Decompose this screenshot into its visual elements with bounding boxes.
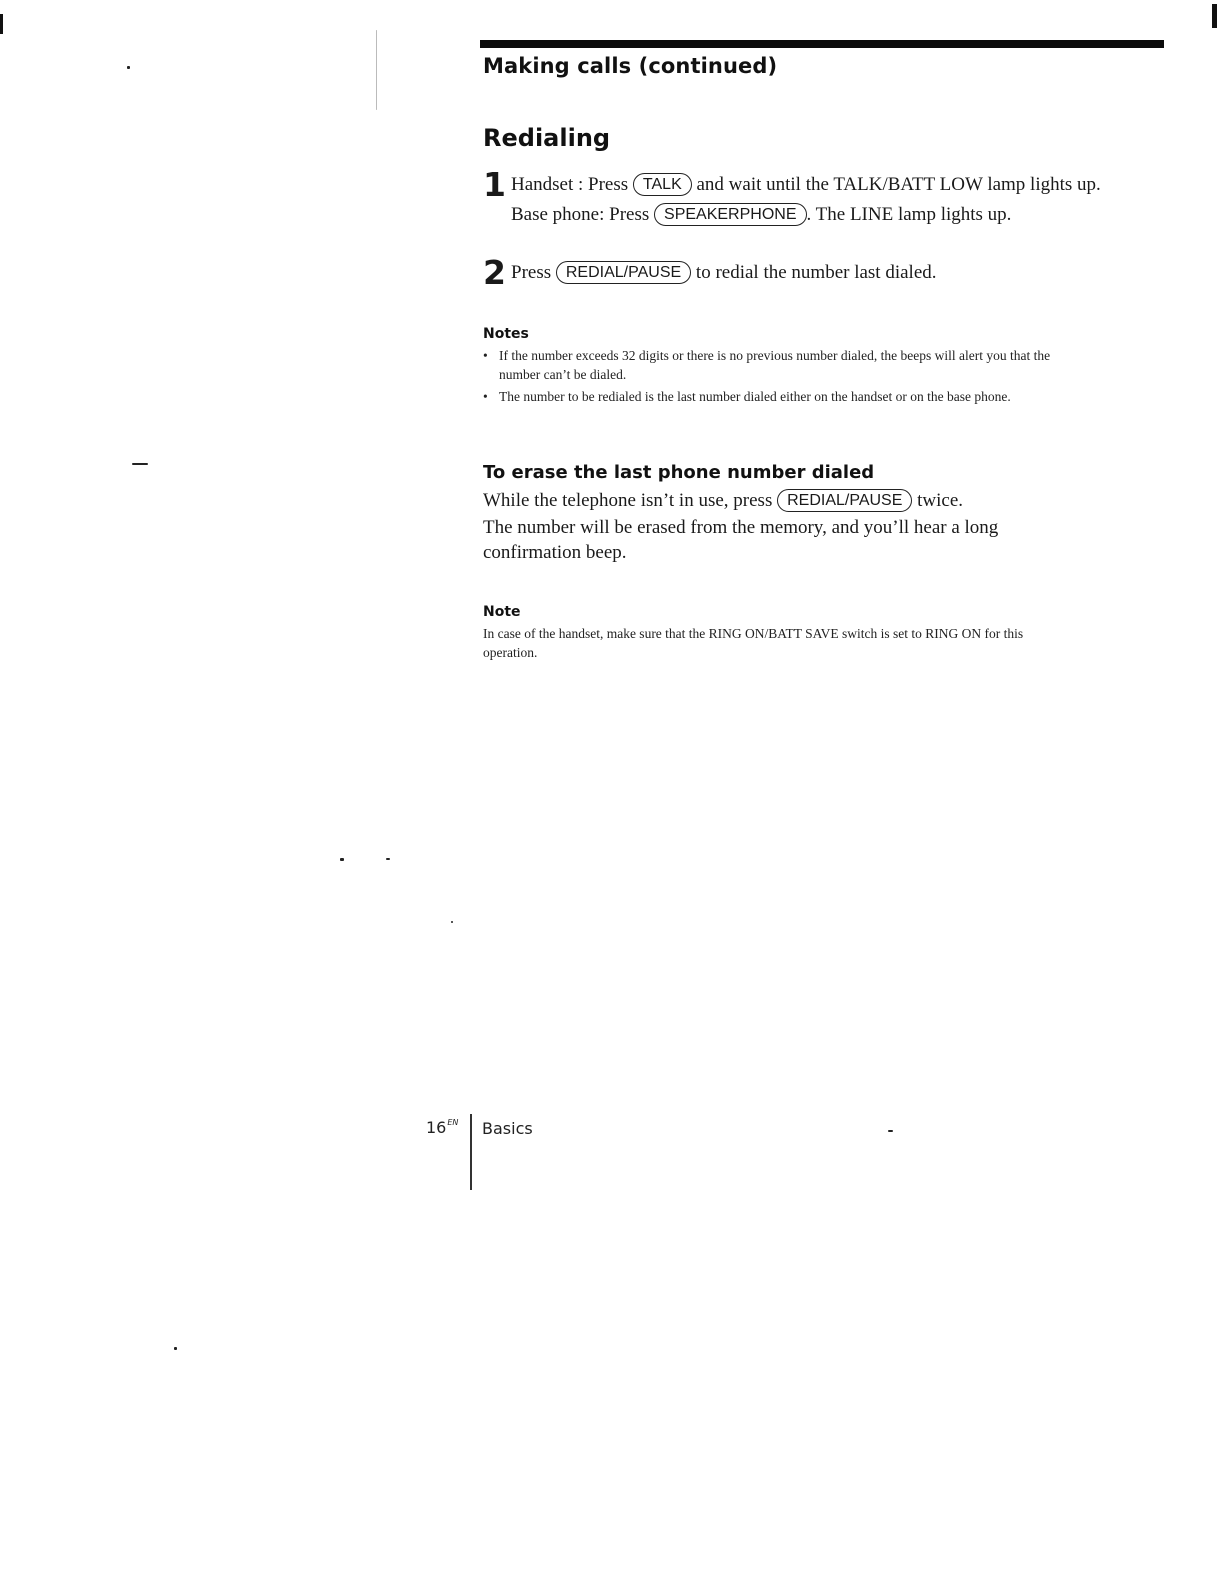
step-body <box>511 258 1191 288</box>
step-line <box>511 258 1191 288</box>
speakerphone-key: SPEAKERPHONE <box>654 203 806 226</box>
scan-speck <box>127 66 130 69</box>
left-edge-mark <box>0 14 3 34</box>
page-number-value: 16 <box>426 1118 447 1137</box>
notes-list <box>483 346 1063 409</box>
erase-heading: To erase the last phone number dialed <box>483 462 875 483</box>
note-item: • If the number exceeds 32 digits or there is no previous number dialed, the beeps will alert you that the number can’t be dialed. <box>483 346 1063 384</box>
scan-dash <box>132 463 148 465</box>
note-text: In case of the handset, make sure that the RING ON/BATT SAVE switch is set to RING ON for this operation. <box>483 626 1024 660</box>
page-number-suffix: EN <box>447 1118 459 1127</box>
erase-result: The number will be erased from the memory, and you’ll hear a long confirmation beep. <box>483 517 999 563</box>
scan-speck <box>386 858 390 860</box>
scan-speck <box>888 1130 893 1132</box>
step-text: and wait until the TALK/BATT LOW lamp lights up. <box>696 174 1101 195</box>
step-line <box>511 200 1191 230</box>
step-text: Base phone: Press <box>511 204 650 225</box>
step-number: 2 <box>483 253 506 292</box>
right-edge-mark <box>1212 4 1217 28</box>
step-number: 1 <box>483 165 506 204</box>
scan-speck <box>376 30 377 110</box>
erase-text: While the telephone isn’t in use, press <box>483 490 773 511</box>
page-title: Redialing <box>483 124 611 152</box>
step-text: Press <box>511 262 552 283</box>
step-text: to redial the number last dialed. <box>695 262 937 283</box>
note-label: Note <box>483 604 521 620</box>
erase-instruction <box>483 488 1043 513</box>
erase-text: twice. <box>917 490 964 511</box>
note-item: • The number to be redialed is the last number dialed either on the handset or on the base phone. <box>483 387 1063 406</box>
notes-label: Notes <box>483 326 529 342</box>
footer-section-name: Basics <box>482 1119 533 1138</box>
talk-key: TALK <box>633 173 692 196</box>
step-body <box>511 170 1191 230</box>
redial-pause-key: REDIAL/PAUSE <box>777 489 912 512</box>
step-text: . The LINE lamp lights up. <box>806 204 1012 225</box>
page-number <box>426 1118 458 1137</box>
scan-speck <box>451 921 453 923</box>
step-line <box>511 170 1191 200</box>
step-text: Handset : Press <box>511 174 629 195</box>
scan-speck <box>174 1347 177 1350</box>
footer-divider <box>470 1114 472 1190</box>
redial-pause-key: REDIAL/PAUSE <box>556 261 691 284</box>
section-header: Making calls (continued) <box>483 54 778 78</box>
header-rule <box>480 40 1164 48</box>
scan-speck <box>340 858 344 861</box>
